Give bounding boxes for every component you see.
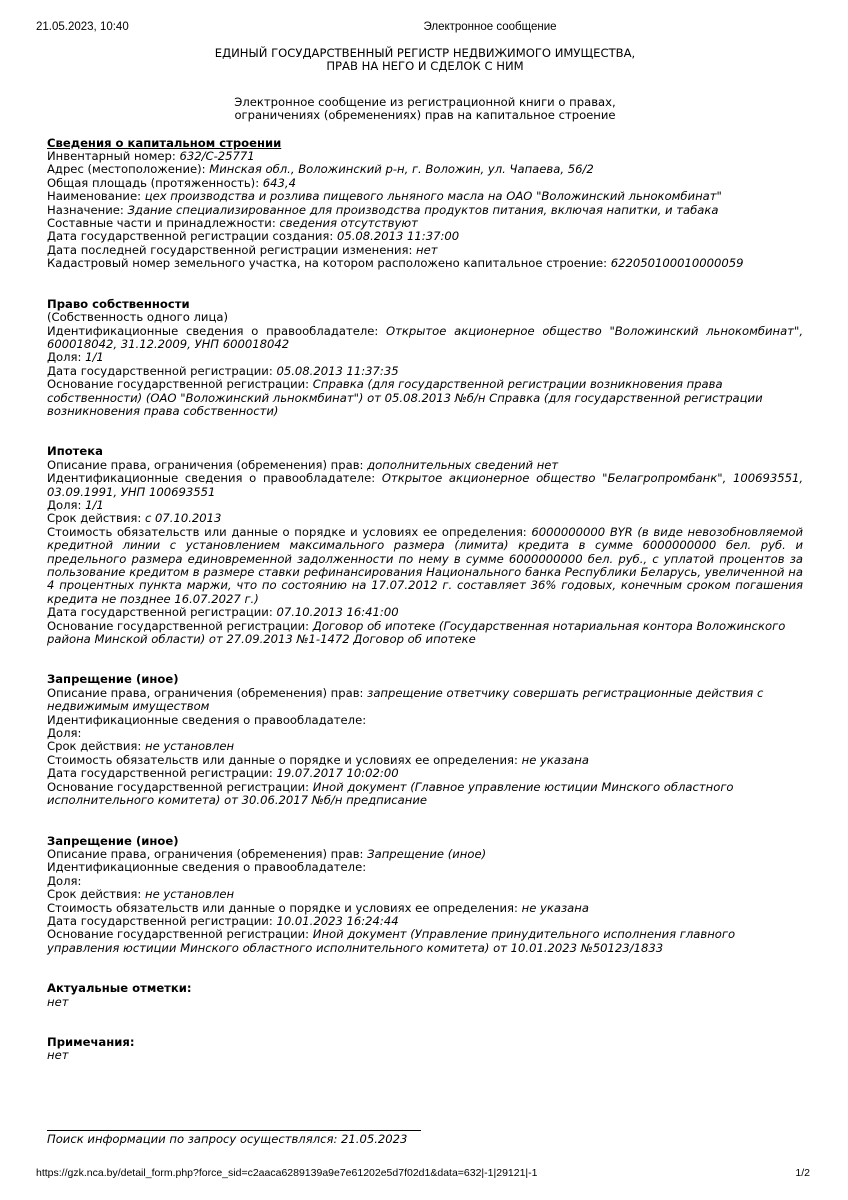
notes-heading: Примечания: bbox=[47, 1034, 135, 1049]
address: Адрес (местоположение): Минская обл., Воложинский р-н, г. Воложин, ул. Чапаева, 56/2 bbox=[47, 162, 594, 177]
notes-section bbox=[47, 1036, 803, 1063]
actual-marks-value: нет bbox=[47, 994, 69, 1009]
ownership-section bbox=[47, 298, 803, 419]
actual-marks-section bbox=[47, 982, 803, 1009]
prohibition-section-2 bbox=[47, 835, 803, 956]
building-section bbox=[47, 137, 803, 271]
ownership-type: (Собственность одного лица) bbox=[47, 310, 228, 325]
prohibition-obligation: Стоимость обязательств или данные о порядке и условиях ее определения: не указана bbox=[47, 900, 589, 915]
total-area: Общая площадь (протяженность): 643,4 bbox=[47, 175, 296, 190]
page-url: https://gzk.nca.by/detail_form.php?force_sid=c2aaca6289139a9e7e61202e5d7f02d1&data=632|-1|29121|-1 bbox=[36, 1167, 538, 1179]
mortgage-holder: Идентификационные сведения о правообладателе: Открытое акционерное общество "Белагропромбанк", 100693551, 03.09.1991, УНП 100693551 bbox=[47, 471, 804, 499]
mortgage-heading: Ипотека bbox=[47, 444, 103, 459]
mortgage-share: Доля: 1/1 bbox=[47, 497, 104, 512]
prohibition-reg-date: Дата государственной регистрации: 19.07.2017 10:02:00 bbox=[47, 766, 399, 781]
building-purpose: Назначение: Здание специализированное для производства продуктов питания, включая напитки, и табака bbox=[47, 202, 719, 217]
prohibition-basis: Основание государственной регистрации: Иной документ (Главное управление юстиции Минского областного исполнительного комитета) от 30.06.2017 №б/н предписание bbox=[47, 779, 734, 808]
message-subtitle: Электронное сообщение из регистрационной книги о правах, ограничениях (обременениях) прав на капитальное строение bbox=[234, 94, 616, 123]
document-body bbox=[47, 47, 803, 1063]
prohibition-holder: Идентификационные сведения о правообладателе: bbox=[47, 712, 367, 727]
prohibition-term: Срок действия: не установлен bbox=[47, 887, 235, 902]
building-name: Наименование: цех производства и розлива пищевого льняного масла на ОАО "Воложинский льнокомбинат" bbox=[47, 189, 722, 204]
separator-line bbox=[47, 1130, 421, 1131]
ownership-heading: Право собственности bbox=[47, 296, 190, 311]
ownership-reg-date: Дата государственной регистрации: 05.08.2013 11:37:35 bbox=[47, 363, 399, 378]
notes-value: нет bbox=[47, 1048, 69, 1063]
prohibition-share: Доля: bbox=[47, 726, 82, 741]
ownership-basis: Основание государственной регистрации: Справка (для государственной регистрации возникновения права собственности) (ОАО "Воложинский льнокмбинат") от 05.08.2013 №б/н Справка (для государственной регистрации возникновения права собственности) bbox=[47, 377, 763, 418]
page-number: 1/2 bbox=[795, 1167, 810, 1179]
search-date-note: Поиск информации по запросу осуществлялся: 21.05.2023 bbox=[47, 1132, 408, 1146]
prohibition-term: Срок действия: не установлен bbox=[47, 739, 235, 754]
mortgage-reg-date: Дата государственной регистрации: 07.10.2013 16:41:00 bbox=[47, 605, 399, 620]
ownership-share: Доля: 1/1 bbox=[47, 350, 104, 365]
mortgage-description: Описание права, ограничения (обременения) прав: дополнительных сведений нет bbox=[47, 457, 559, 472]
ownership-holder: Идентификационные сведения о правообладателе: Открытое акционерное общество "Воложинский льнокомбинат", 600018042, 31.12.2009, УНП 600018042 bbox=[47, 323, 804, 351]
mortgage-obligation: Стоимость обязательств или данные о порядке и условиях ее определения: 6000000000 BYR (в виде невозобновляемой кредитной линии с установлением максимального размера (лимита) кредита в сумме 6000000000 бел. руб. и предельного размера единовременной задолженности по нему в сумме 6000000000 бел. руб., с уплатой процентов за пользование кредитом в размере ставки рефинансирования Национального банка Республики Беларусь, увеличенной на 4 процентных пункта маржи, что по состоянию на 17.07.2012 г. составляет 36% годовых, конечным сроком погашения кредита не позднее 16.07.2027 г.) bbox=[47, 524, 804, 606]
building-heading: Сведения о капитальном строении bbox=[47, 135, 282, 150]
prohibition-heading: Запрещение (иное) bbox=[47, 833, 179, 848]
prohibition-description: Описание права, ограничения (обременения) прав: запрещение ответчику совершать регистрационные действия с недвижимым имуществом bbox=[47, 685, 764, 714]
prohibition-heading: Запрещение (иное) bbox=[47, 672, 179, 687]
prohibition-description: Описание права, ограничения (обременения) прав: Запрещение (иное) bbox=[47, 846, 487, 861]
mortgage-basis: Основание государственной регистрации: Договор об ипотеке (Государственная нотариальная контора Воложинского района Минской области) от 27.09.2013 №1-1472 Договор об ипотеке bbox=[47, 618, 786, 647]
print-datetime: 21.05.2023, 10:40 bbox=[36, 21, 129, 33]
mortgage-term: Срок действия: с 07.10.2013 bbox=[47, 511, 222, 526]
prohibition-holder: Идентификационные сведения о правообладателе: bbox=[47, 860, 367, 875]
print-page-title: Электронное сообщение bbox=[423, 21, 557, 33]
prohibition-basis: Основание государственной регистрации: Иной документ (Управление принудительного исполнения главного управления юстиции Минского областного исполнительного комитета) от 10.01.2023 №50123/1833 bbox=[47, 927, 736, 955]
change-date: Дата последней государственной регистрации изменения: нет bbox=[47, 242, 438, 257]
register-title: ЕДИНЫЙ ГОСУДАРСТВЕННЫЙ РЕГИСТР НЕДВИЖИМОГО ИМУЩЕСТВА, ПРАВ НА НЕГО И СДЕЛОК С НИМ bbox=[214, 46, 636, 74]
actual-marks-heading: Актуальные отметки: bbox=[47, 981, 192, 996]
mortgage-section bbox=[47, 445, 803, 646]
prohibition-share: Доля: bbox=[47, 873, 82, 888]
inventory-number: Инвентарный номер: 632/C-25771 bbox=[47, 149, 255, 164]
creation-date: Дата государственной регистрации создания: 05.08.2013 11:37:00 bbox=[47, 229, 460, 244]
prohibition-obligation: Стоимость обязательств или данные о порядке и условиях ее определения: не указана bbox=[47, 752, 589, 767]
prohibition-section-1 bbox=[47, 673, 803, 807]
prohibition-reg-date: Дата государственной регистрации: 10.01.2023 16:24:44 bbox=[47, 913, 399, 928]
cadastral-number: Кадастровый номер земельного участка, на котором расположено капитальное строение: 622050100010000059 bbox=[47, 256, 744, 271]
building-parts: Составные части и принадлежности: сведения отсутствуют bbox=[47, 216, 418, 231]
